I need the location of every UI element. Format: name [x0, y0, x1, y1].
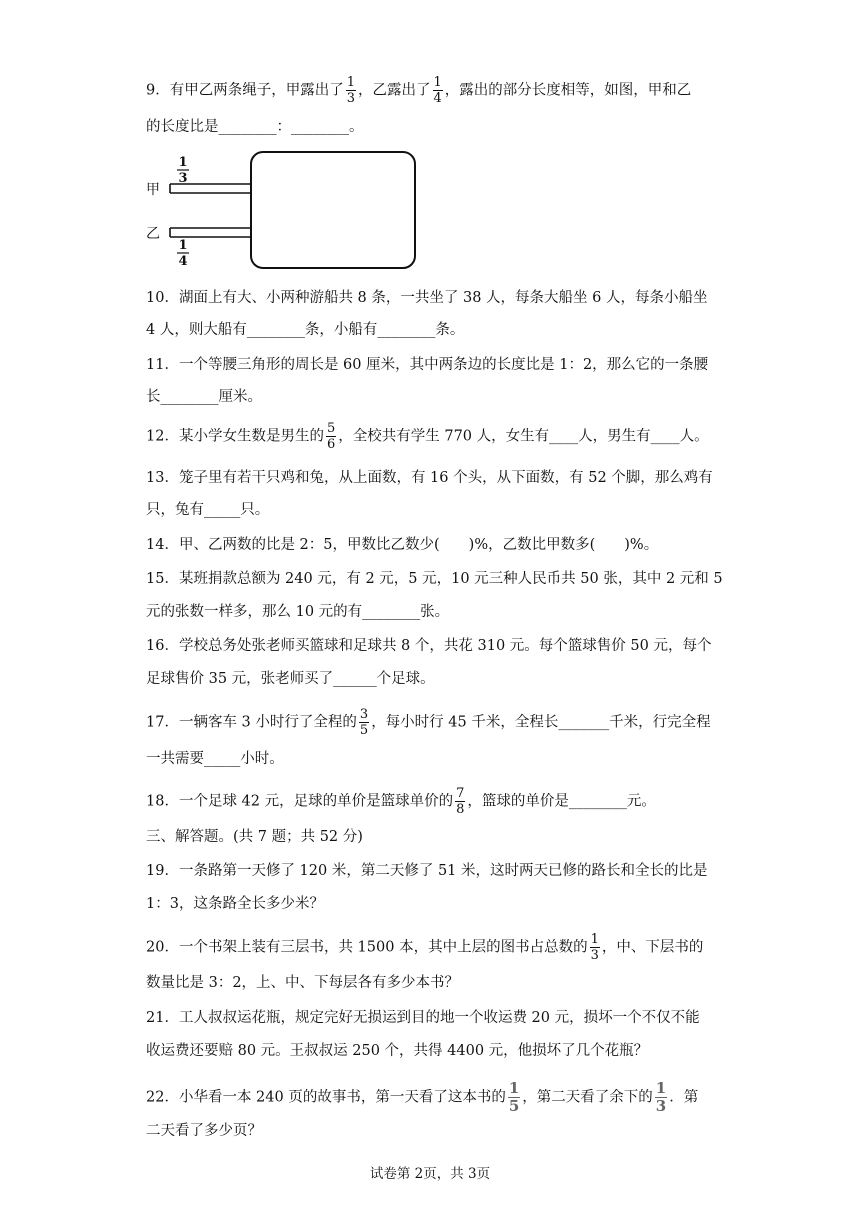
label-jia: 甲 — [146, 182, 160, 198]
fraction-denominator: 3 — [655, 1097, 667, 1115]
question-16-line-1: 16．学校总务处张老师买篮球和足球共 8 个，共花 310 元。每个篮球售价 50 元，每个 — [146, 638, 712, 654]
question-9-line-2: 的长度比是________：________。 — [146, 119, 364, 135]
fraction-numerator: 1 — [655, 1079, 667, 1097]
q17-text-b: ，每小时行 45 千米，全程长_______千米，行完全程 — [371, 714, 711, 731]
fraction — [590, 933, 600, 962]
frac-jia-den: 3 — [178, 171, 188, 186]
fraction — [655, 1081, 667, 1114]
question-13-line-2: 只，兔有_____只。 — [146, 502, 270, 518]
fraction-numerator: 3 — [359, 707, 369, 722]
question-14-line-1: 14．甲、乙两数的比是 2：5，甲数比乙数少( )%，乙数比甲数多( )%。 — [146, 537, 659, 553]
q18-text-b: ，篮球的单价是________元。 — [467, 793, 656, 810]
label-yi: 乙 — [146, 226, 160, 242]
question-9-line-1 — [146, 76, 691, 105]
fraction-denominator: 8 — [456, 802, 465, 817]
question-15-line-1: 15．某班捐款总额为 240 元，有 2 元，5 元，10 元三种人民币共 50 张，其中 2 元和 5 — [146, 571, 723, 587]
q12-text-b: ，全校共有学生 770 人，女生有____人，男生有____人。 — [338, 428, 709, 445]
q20-text-a: 20．一个书架上装有三层书，共 1500 本，其中上层的图书占总数的 — [146, 939, 588, 956]
fraction — [508, 1081, 520, 1114]
q22-text-c: ．第 — [669, 1089, 699, 1106]
rope-diagram — [140, 148, 430, 273]
q9-text-c: ，露出的部分长度相等，如图，甲和乙 — [444, 82, 692, 99]
question-11-line-2: 长________厘米。 — [146, 389, 262, 405]
q18-text-a: 18．一个足球 42 元，足球的单价是篮球单价的 — [146, 793, 454, 810]
question-22-line-2: 二天看了多少页？ — [146, 1123, 262, 1139]
fraction — [455, 787, 465, 816]
question-17-line-2: 一共需要_____小时。 — [146, 751, 284, 767]
question-13-line-1: 13．笼子里有若干只鸡和兔，从上面数，有 16 个头，从下面数，有 52 个脚，那么鸡有 — [146, 470, 713, 486]
question-19-line-1: 19．一条路第一天修了 120 米，第二天修了 51 米，这时两天已修的路长和全长的比是 — [146, 863, 708, 879]
frac-yi-num: 1 — [178, 238, 188, 253]
question-19-line-2: 1：3，这条路全长多少米？ — [146, 896, 324, 912]
section-3-heading: 三、解答题。(共 7 题；共 52 分) — [146, 829, 363, 845]
fraction-denominator: 3 — [346, 91, 356, 106]
fraction-numerator: 5 — [326, 421, 336, 436]
question-12-line-1 — [146, 422, 709, 451]
question-10-line-2: 4 人，则大船有________条，小船有________条。 — [146, 322, 465, 338]
fraction-denominator: 4 — [433, 91, 442, 106]
frac-jia-num: 1 — [178, 155, 188, 170]
q20-text-b: ，中、下层书的 — [601, 939, 704, 956]
fraction-denominator: 3 — [590, 948, 599, 963]
question-15-line-2: 元的张数一样多，那么 10 元的有________张。 — [146, 604, 450, 620]
q12-text-a: 12．某小学女生数是男生的 — [146, 428, 324, 445]
question-21-line-2: 收运费还要赔 80 元。王叔叔运 250 个，共得 4400 元，他损坏了几个花瓶？ — [146, 1043, 649, 1059]
page-footer: 试卷第 2页，共 3页 — [369, 1166, 491, 1182]
fraction-denominator: 6 — [326, 437, 336, 452]
fraction-numerator: 1 — [433, 75, 442, 90]
question-16-line-2: 足球售价 35 元，张老师买了______个足球。 — [146, 671, 435, 687]
q22-text-b: ，第二天看了余下的 — [522, 1089, 653, 1106]
q22-text-a: 22．小华看一本 240 页的故事书，第一天看了这本书的 — [146, 1089, 506, 1106]
frac-yi-den: 4 — [178, 254, 188, 269]
question-20-line-1 — [146, 933, 703, 962]
fraction-numerator: 7 — [456, 786, 465, 801]
q9-text-b: ，乙露出了 — [358, 82, 431, 99]
fraction-numerator: 1 — [508, 1079, 520, 1097]
fraction — [359, 708, 369, 737]
fraction-numerator: 1 — [346, 75, 356, 90]
question-10-line-1: 10．湖面上有大、小两种游船共 8 条，一共坐了 38 人，每条大船坐 6 人，每条小船坐 — [146, 290, 708, 306]
q17-text-a: 17．一辆客车 3 小时行了全程的 — [146, 714, 357, 731]
question-21-line-1: 21．工人叔叔运花瓶，规定完好无损运到目的地一个收运费 20 元，损坏一个不仅不能 — [146, 1010, 700, 1026]
rope-box — [251, 152, 415, 268]
fraction-denominator: 5 — [508, 1097, 520, 1115]
question-11-line-1: 11．一个等腰三角形的周长是 60 厘米，其中两条边的长度比是 1：2，那么它的一条腰 — [146, 357, 709, 373]
fraction — [346, 76, 356, 105]
fraction-denominator: 5 — [359, 723, 369, 738]
fraction-numerator: 1 — [590, 932, 599, 947]
question-18-line-1 — [146, 787, 656, 816]
fraction — [433, 76, 443, 105]
question-17-line-1 — [146, 708, 711, 737]
q9-text-a: 9．有甲乙两条绳子，甲露出了 — [146, 82, 344, 99]
question-20-line-2: 数量比是 3：2，上、中、下每层各有多少本书？ — [146, 975, 460, 991]
fraction — [326, 422, 336, 451]
question-22-line-1 — [146, 1081, 698, 1114]
